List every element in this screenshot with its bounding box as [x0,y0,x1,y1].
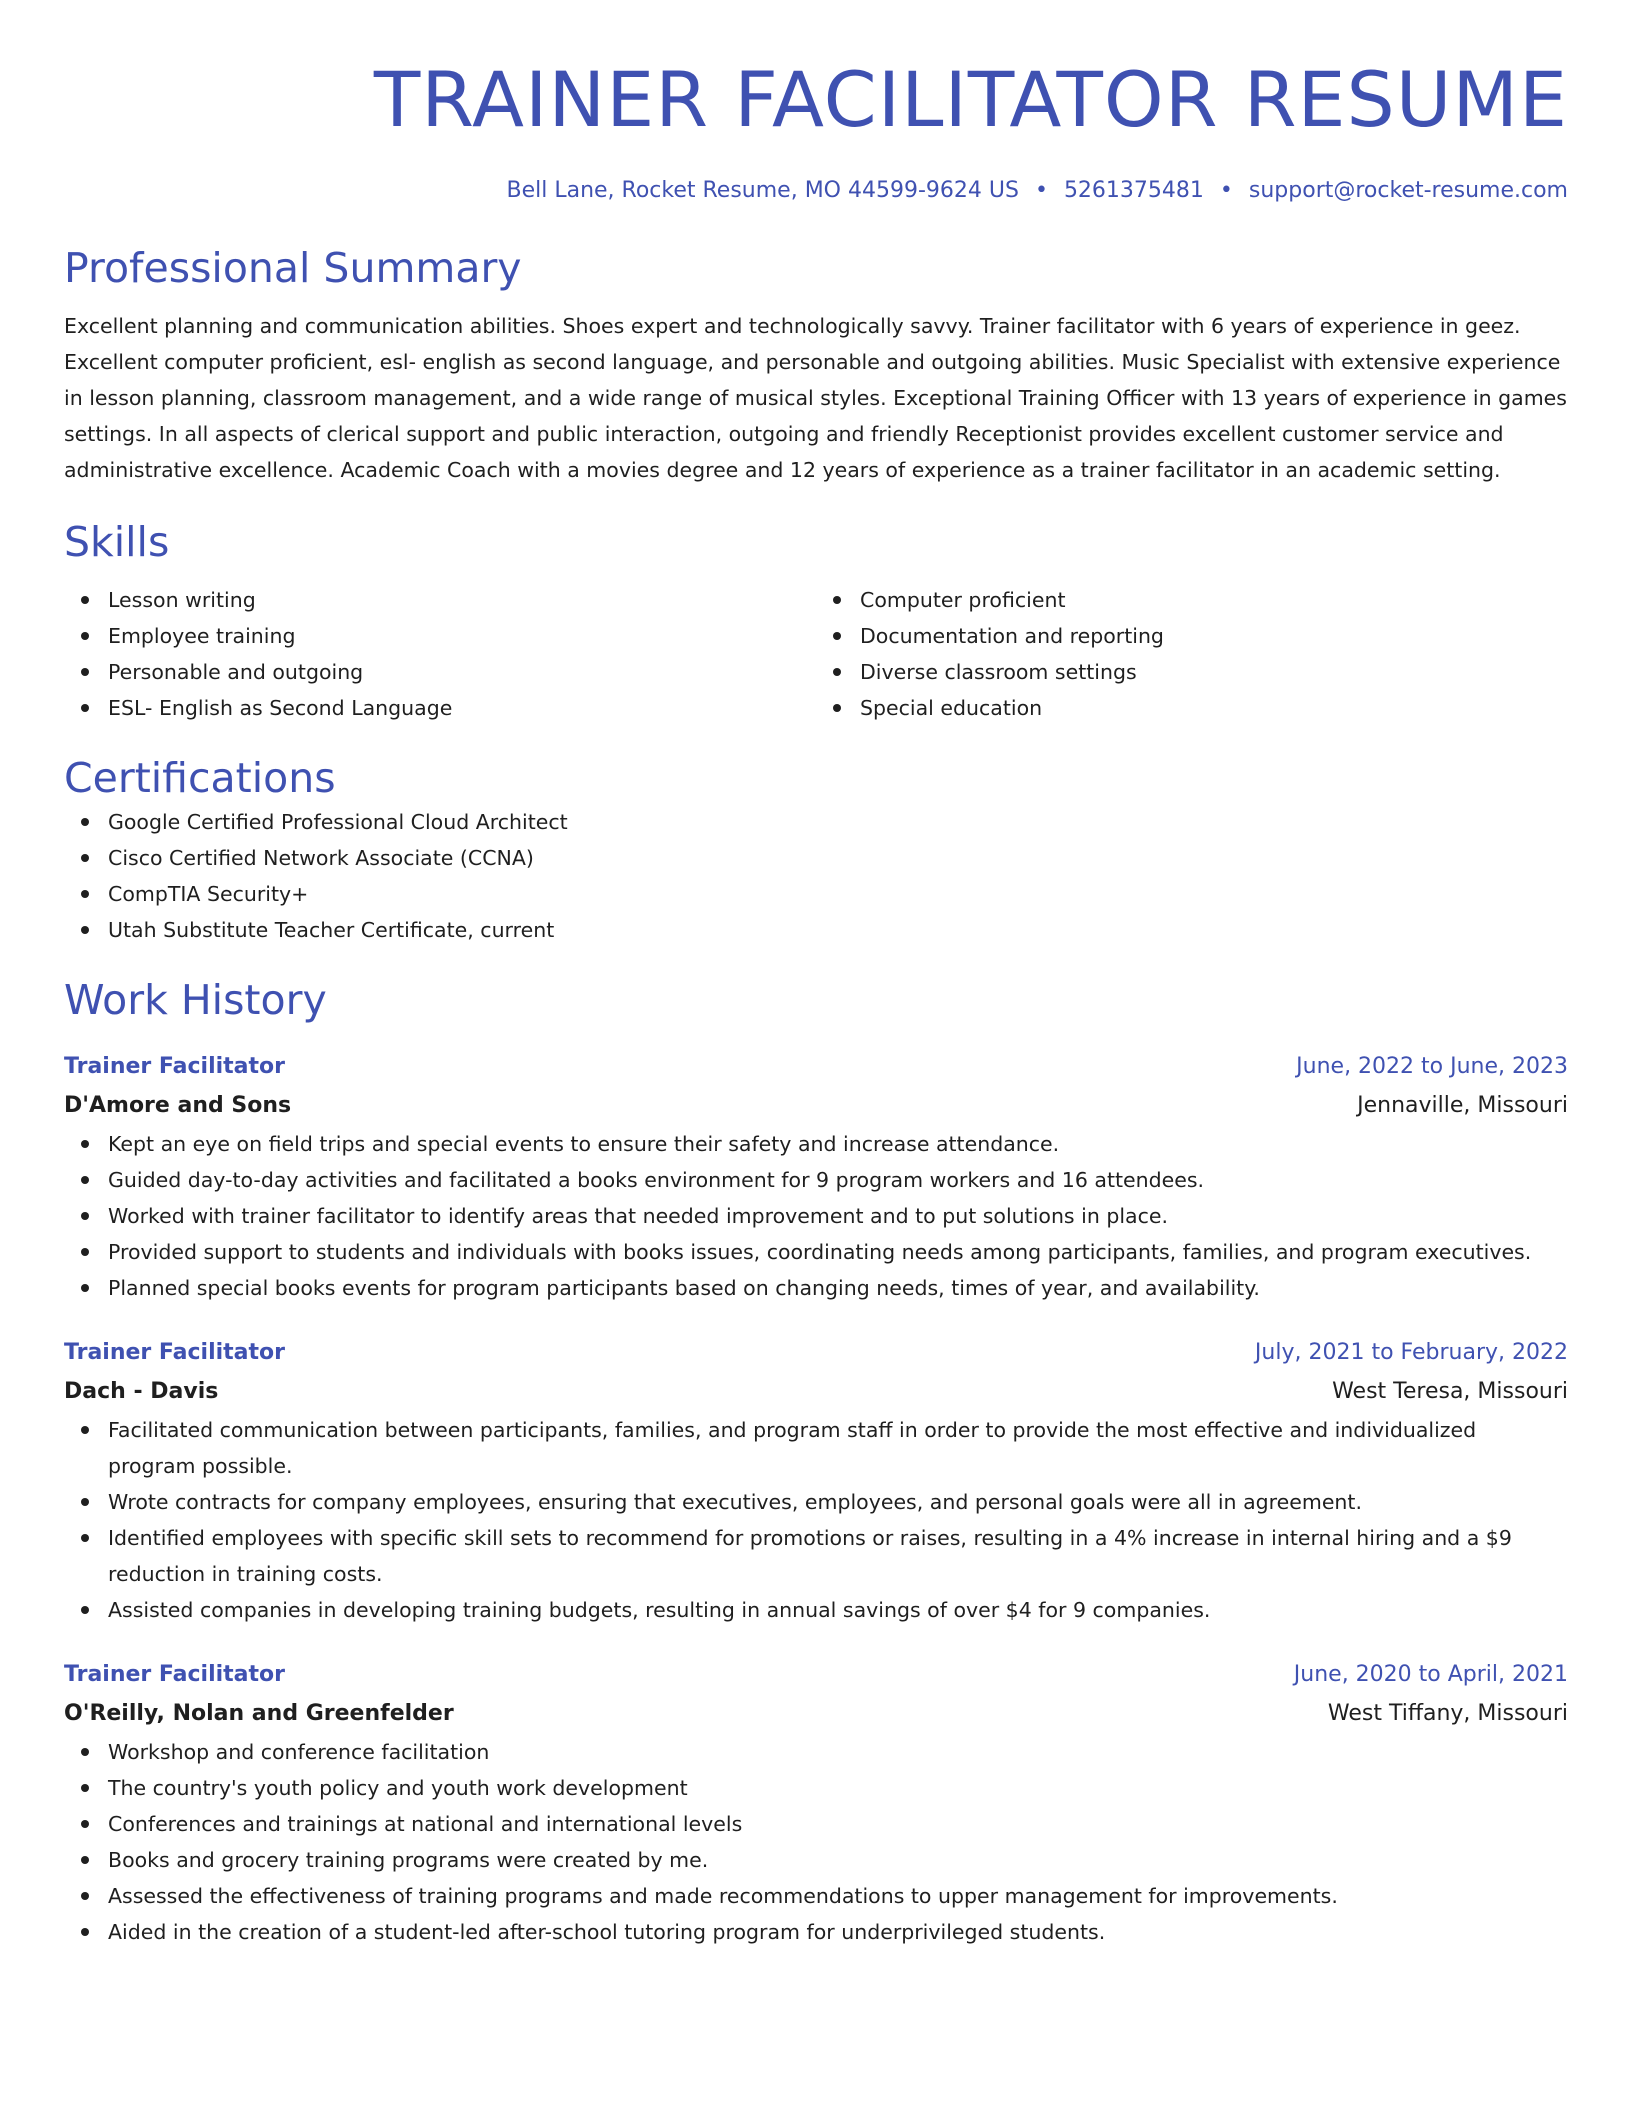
contact-phone: 5261375481 [1063,178,1204,203]
job-bullet-text: Aided in the creation of a student-led after-school tutoring program for underprivileged students. [108,1920,1106,1944]
work-history-section [64,974,1568,1950]
job-bullet-item [64,1198,1568,1234]
job-bullet-text: Wrote contracts for company employees, ensuring that executives, employees, and personal goals were all in agreement. [108,1490,1362,1514]
skill-item [64,618,816,654]
certification-item [64,840,1568,876]
contact-email[interactable]: support@rocket-resume.com [1248,178,1568,203]
skill-label: Special education [860,696,1043,720]
bullet-icon [81,1856,89,1864]
certification-item [64,912,1568,948]
job-bullet-text: Kept an eye on field trips and special events to ensure their safety and increase attendance. [108,1132,1060,1156]
skills-section [64,516,1568,726]
bullet-icon [833,632,841,640]
job-bullet-text: Guided day-to-day activities and facilitated a books environment for 9 program workers and 16 attendees. [108,1168,1205,1192]
skills-list-left [64,582,816,726]
job-entry [64,1334,1568,1628]
job-bullet-text: Assessed the effectiveness of training programs and made recommendations to upper management for improvements. [108,1884,1338,1908]
resume-header [64,0,1568,206]
job-title: Trainer Facilitator [64,1340,286,1365]
job-company-row [64,1694,1568,1734]
job-bullet-text: Books and grocery training programs were created by me. [108,1848,709,1872]
certification-item [64,876,1568,912]
work-history-heading: Work History [64,976,327,1024]
job-title-row [64,1334,1568,1372]
summary-heading: Professional Summary [64,244,522,292]
job-bullet-item [64,1806,1568,1842]
job-bullet-item [64,1270,1568,1306]
job-dates: June, 2022 to June, 2023 [1296,1054,1568,1079]
job-bullet-text: Provided support to students and individuals with books issues, coordinating needs among participants, families, and program executives. [108,1240,1532,1264]
bullet-icon [81,926,89,934]
job-title: Trainer Facilitator [64,1054,286,1079]
skill-item [64,582,816,618]
job-bullet-item [64,1592,1568,1628]
bullet-icon [81,1606,89,1614]
bullet-icon [81,854,89,862]
job-bullet-item [64,1878,1568,1914]
job-company: Dach - Davis [64,1379,219,1404]
skill-label: ESL- English as Second Language [108,696,453,720]
certification-label: Cisco Certified Network Associate (CCNA) [108,846,534,870]
skills-column-left [64,582,816,726]
job-bullet-text: Facilitated communication between participants, families, and program staff in order to provide the most effective and individualized program possible. [108,1418,1477,1478]
job-bullets [64,1734,1568,1950]
resume-title: TRAINER FACILITATOR RESUME [373,55,1568,144]
skills-heading: Skills [64,518,170,566]
summary-section [64,242,1568,488]
job-company: O'Reilly, Nolan and Greenfelder [64,1701,454,1726]
job-entry [64,1656,1568,1950]
job-bullet-text: Conferences and trainings at national and international levels [108,1812,743,1836]
bullet-icon [81,890,89,898]
bullet-icon [81,818,89,826]
bullet-icon [81,1176,89,1184]
job-bullet-item [64,1126,1568,1162]
skills-list-right [816,582,1568,726]
bullet-icon [81,1928,89,1936]
bullet-icon [81,632,89,640]
bullet-icon [81,1284,89,1292]
job-bullet-text: Assisted companies in developing training budgets, resulting in annual savings of over $4 for 9 companies. [108,1598,1211,1622]
job-bullet-item [64,1484,1568,1520]
bullet-icon [81,1534,89,1542]
skill-item [816,654,1568,690]
skill-label: Computer proficient [860,588,1066,612]
summary-text: Excellent planning and communication abilities. Shoes expert and technologically savvy. Trainer facilitator with 6 years of experience in geez. Excellent computer proficient, esl- english as second language, and personable and outgoing abilities. Music Specialist with extensive experience in lesson planning, classroom management, and a wide range of musical styles. Exceptional Training Officer with 13 years of experience in games settings. In all aspects of clerical support and public interaction, outgoing and friendly Receptionist provides excellent customer service and administrative excellence. Academic Coach with a movies degree and 12 years of experience as a trainer facilitator in an academic setting. [64,314,1567,482]
skill-label: Employee training [108,624,296,648]
bullet-icon [81,1498,89,1506]
skill-label: Personable and outgoing [108,660,364,684]
certifications-heading: Certifications [64,754,336,802]
contact-separator: • [1219,178,1233,203]
bullet-icon [81,704,89,712]
bullet-icon [833,596,841,604]
skills-column-right [816,582,1568,726]
job-bullet-text: The country's youth policy and youth work development [108,1776,688,1800]
contact-line [64,176,1568,206]
job-title-row [64,1656,1568,1694]
job-entry [64,1048,1568,1306]
bullet-icon [81,1140,89,1148]
bullet-icon [81,1248,89,1256]
bullet-icon [81,1892,89,1900]
skill-label: Diverse classroom settings [860,660,1137,684]
job-company-row [64,1086,1568,1126]
skills-columns [64,582,1568,726]
job-bullet-text: Workshop and conference facilitation [108,1740,490,1764]
job-bullets [64,1126,1568,1306]
bullet-icon [81,668,89,676]
certifications-section [64,752,1568,948]
certification-item [64,804,1568,840]
job-bullet-text: Identified employees with specific skill sets to recommend for promotions or raises, resulting in a 4% increase in internal hiring and a $9 reduction in training costs. [108,1526,1512,1586]
job-dates: June, 2020 to April, 2021 [1293,1662,1568,1687]
skill-item [64,654,816,690]
job-bullet-item [64,1412,1568,1484]
bullet-icon [81,1748,89,1756]
contact-address: Bell Lane, Rocket Resume, MO 44599-9624 US [506,178,1019,203]
certification-label: CompTIA Security+ [108,882,309,906]
certifications-list [64,804,1568,948]
bullet-icon [833,704,841,712]
skill-item [816,582,1568,618]
job-bullet-text: Planned special books events for program participants based on changing needs, times of year, and availability. [108,1276,1260,1300]
job-bullet-item [64,1842,1568,1878]
bullet-icon [81,1820,89,1828]
job-company: D'Amore and Sons [64,1093,292,1118]
skill-item [816,618,1568,654]
job-bullet-item [64,1914,1568,1950]
bullet-icon [81,596,89,604]
job-bullet-item [64,1234,1568,1270]
bullet-icon [81,1212,89,1220]
bullet-icon [81,1426,89,1434]
contact-separator: • [1034,178,1048,203]
job-bullet-item [64,1734,1568,1770]
skill-label: Lesson writing [108,588,256,612]
job-dates: July, 2021 to February, 2022 [1254,1340,1568,1365]
job-bullet-text: Worked with trainer facilitator to identify areas that needed improvement and to put solutions in place. [108,1204,1169,1228]
job-title: Trainer Facilitator [64,1662,286,1687]
job-location: West Tiffany, Missouri [1327,1701,1568,1726]
certification-label: Utah Substitute Teacher Certificate, current [108,918,555,942]
bullet-icon [833,668,841,676]
job-title-row [64,1048,1568,1086]
certification-label: Google Certified Professional Cloud Architect [108,810,568,834]
skill-item [816,690,1568,726]
bullet-icon [81,1784,89,1792]
job-bullets [64,1412,1568,1628]
job-company-row [64,1372,1568,1412]
job-bullet-item [64,1162,1568,1198]
skill-item [64,690,816,726]
job-bullet-item [64,1770,1568,1806]
skill-label: Documentation and reporting [860,624,1164,648]
job-bullet-item [64,1520,1568,1592]
job-location: West Teresa, Missouri [1332,1379,1568,1404]
job-location: Jennaville, Missouri [1357,1093,1568,1118]
